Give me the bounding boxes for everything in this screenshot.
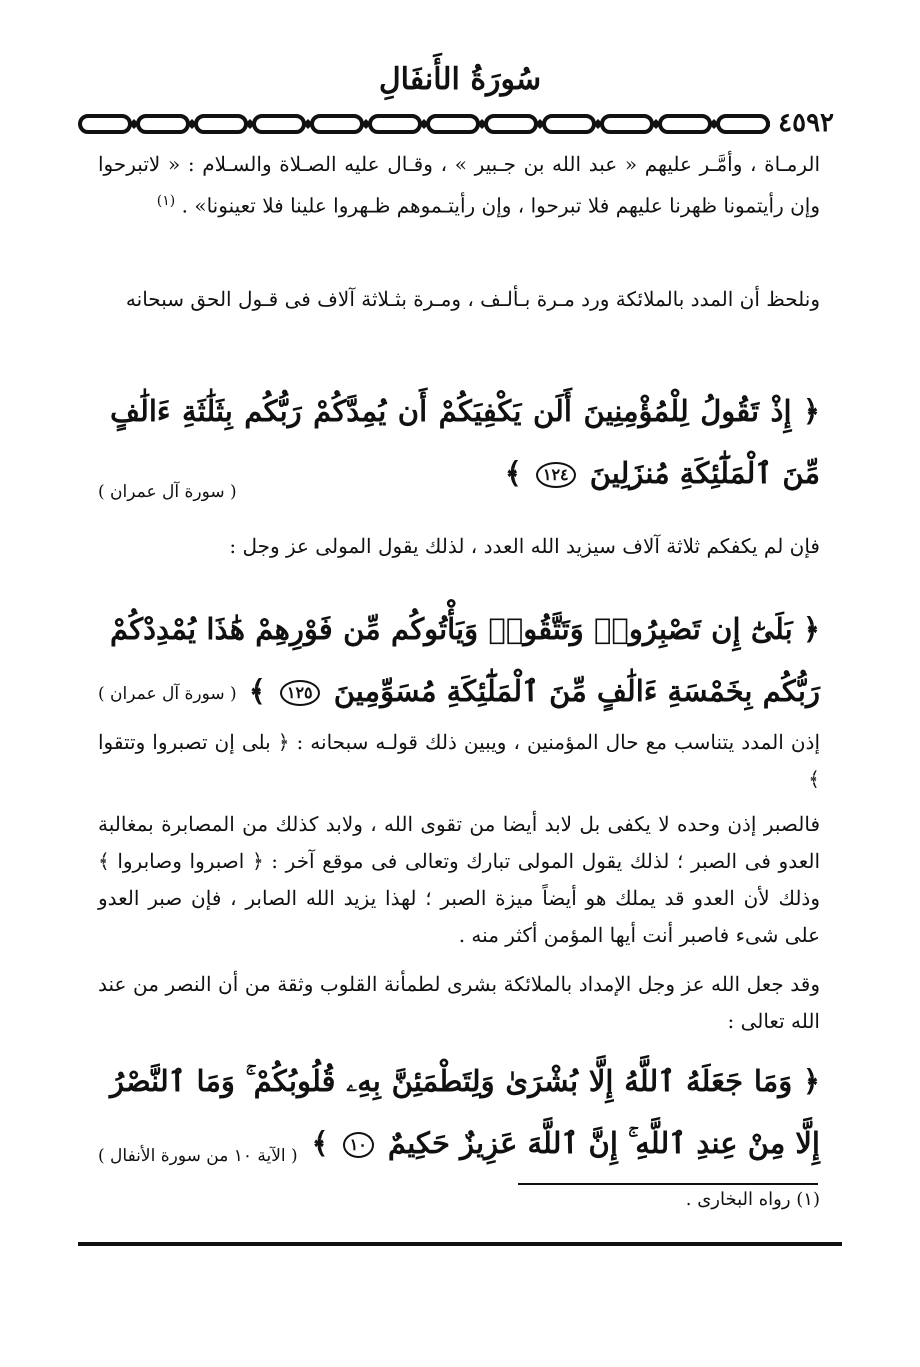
chain-link-11: [718, 116, 768, 132]
paragraph-3: فإن لم يكفكم ثلاثة آلاف سيزيد الله العدد ، لذلك يقول المولى عز وجل :: [229, 534, 820, 558]
chain-link-6: [428, 116, 478, 132]
paragraph-6: وقد جعل الله عز وجل الإمداد بالملائكة بشرى لطمأنة القلوب وثقة من أن النصر من عند الله تعالى :: [98, 972, 820, 1033]
verse-2-close: ﴾: [248, 674, 266, 708]
verse-1-close: ﴾: [504, 456, 522, 490]
verse-3-source: ( الآية ١٠ من سورة الأنفال ): [98, 1146, 298, 1166]
chain-link-2: [196, 116, 246, 132]
ayah-number-badge: ١٢٥: [280, 680, 320, 706]
paragraph-1-text: الرمـاة ، وأمَّـر عليهم « عبد الله بن جـبير » ، وقـال عليه الصـلاة والسـلام : « لاتبرحوا وإن رأيتمونا ظهرنا عليهم فلا تبرحوا ، وإن رأيتـموهم ظـهروا علينا فلا تعينونا» .: [98, 152, 820, 218]
surah-title: سُورَةُ الأَنفَالِ: [378, 62, 542, 97]
paragraph-2: ونلحظ أن المدد بالملائكة ورد مـرة بـألـف ، ومـرة بثـلاثة آلاف فى قـول الحق سبحانه: [125, 287, 820, 311]
chain-link-3: [254, 116, 304, 132]
paragraph-5: فالصبر إذن وحده لا يكفى بل لابد أيضا من تقوى الله ، ولابد كذلك من المصابرة بمغالبة العدو فى الصبر ؛ لذلك يقول المولى تبارك وتعالى فى موقع آخر : ﴿ اصبروا وصابروا ﴾ وذلك لأن العدو قد يملك هو أيضاً ميزة الصبر ؛ لهذا يزيد الله الصابر ، فإن صبر العدو على شىء فاصبر أنت أيها المؤمن أكثر منه .: [98, 812, 820, 947]
chain-link-5: [370, 116, 420, 132]
chain-link-1: [138, 116, 188, 132]
footnote-divider: [518, 1183, 818, 1185]
chain-link-7: [486, 116, 536, 132]
chain-link-9: [602, 116, 652, 132]
footnote: (١) رواه البخارى .: [685, 1189, 820, 1210]
chain-link-10: [660, 116, 710, 132]
ayah-number-badge: ١٢٤: [536, 462, 576, 488]
bottom-border: [78, 1242, 842, 1246]
verse-2-source: ( سورة آل عمران ): [98, 684, 237, 704]
chain-ornament-icon: [78, 108, 842, 140]
ornamental-border: [78, 108, 842, 140]
verse-1-text: ﴿ إِذْ تَقُولُ لِلْمُؤْمِنِينَ أَلَن يَكْفِيَكُمْ أَن يُمِدَّكُمْ رَبُّكُم بِثَلَٰثَةِ ءَالَٰفٍ مِّنَ ٱلْمَلَٰٓئِكَةِ مُنزَلِينَ: [110, 394, 820, 490]
paragraph-4: إذن المدد يتناسب مع حال المؤمنين ، ويبين ذلك قولـه سبحانه : ﴿ بلى إن تصبروا وتتقوا ﴾: [98, 730, 820, 791]
footnote-ref: (١): [156, 193, 176, 209]
chain-link-4: [312, 116, 362, 132]
verse-1-source: ( سورة آل عمران ): [98, 482, 237, 502]
verse-3-close: ﴾: [311, 1126, 329, 1160]
ayah-number-badge: ١٠: [343, 1132, 374, 1158]
verse-2-text: ﴿ بَلَىٰٓ إِن تَصْبِرُوا۟ وَتَتَّقُوا۟ وَيَأْتُوكُم مِّن فَوْرِهِمْ هَٰذَا يُمْدِدْكُمْ رَبُّكُم بِخَمْسَةِ ءَالَٰفٍ مِّنَ ٱلْمَلَٰٓئِكَةِ مُسَوِّمِينَ: [110, 612, 820, 708]
verse-3-text: ﴿ وَمَا جَعَلَهُ ٱللَّهُ إِلَّا بُشْرَىٰ وَلِتَطْمَئِنَّ بِهِۦ قُلُوبُكُمْ ۚ وَمَا ٱلنَّصْرُ إِلَّا مِنْ عِندِ ٱللَّهِ ۚ إِنَّ ٱللَّهَ عَزِيزٌ حَكِيمٌ: [110, 1064, 820, 1160]
chain-link-0: [80, 116, 130, 132]
paragraph-1: [98, 146, 820, 225]
chain-link-8: [544, 116, 594, 132]
page-number: ٤٥٩٢: [770, 106, 842, 140]
